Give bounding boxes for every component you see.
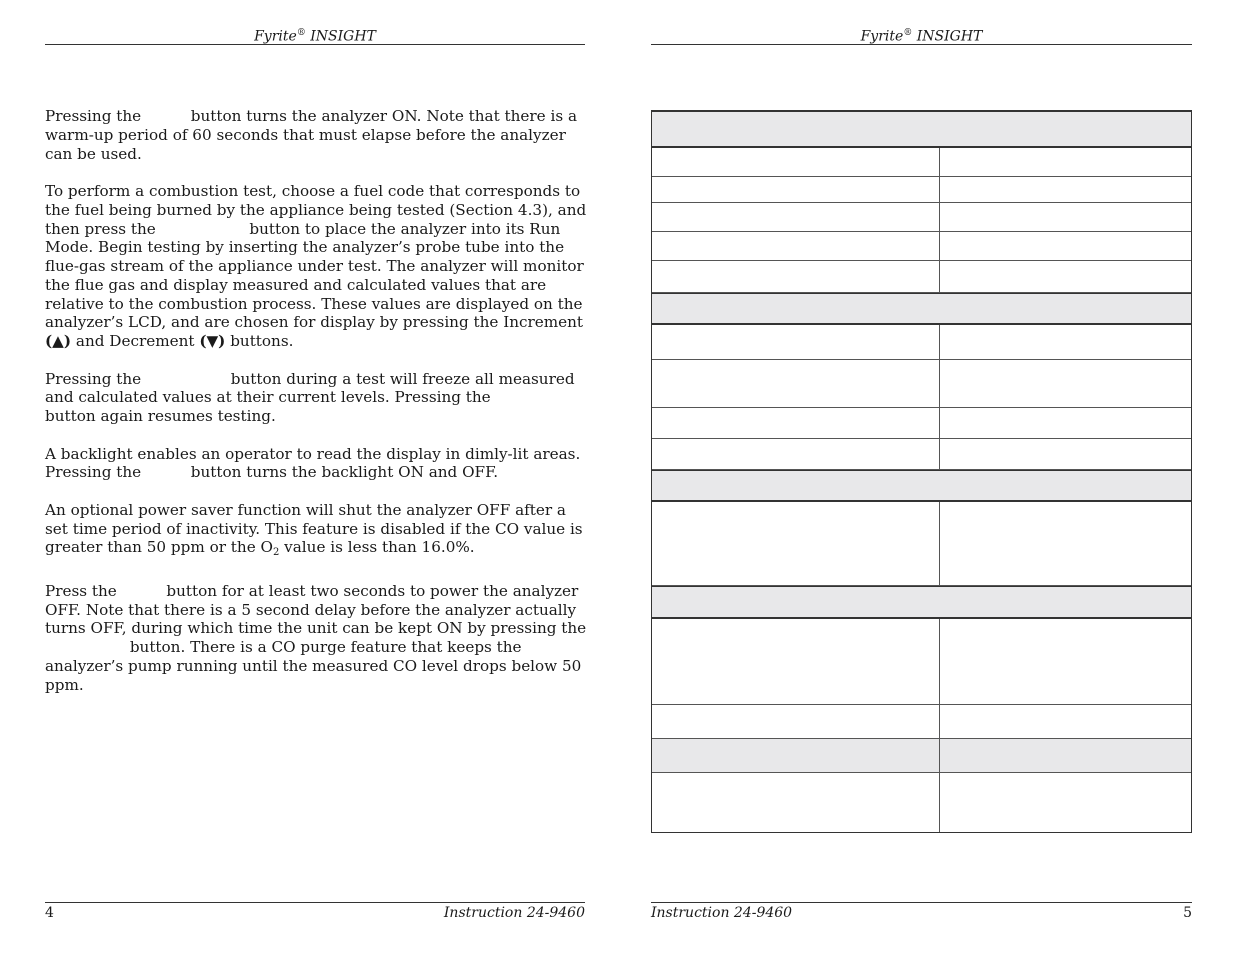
header-reg-mark: ® xyxy=(296,28,306,38)
table-row xyxy=(652,325,1191,360)
right-page xyxy=(651,0,1192,954)
header-reg-mark: ® xyxy=(903,28,913,38)
instruction-number: Instruction 24-9460 xyxy=(651,905,793,921)
table-row xyxy=(652,261,1191,293)
table-row xyxy=(652,705,1191,739)
header-brand: Fyrite xyxy=(860,28,904,45)
table-row xyxy=(652,502,1191,586)
table-row xyxy=(652,773,1191,832)
header-brand: Fyrite xyxy=(254,28,297,45)
paragraph-combustion-test: To perform a combustion test, choose a fuel code that corresponds to the fuel being burned by the appliance being tested (Section 4.3), and then press the button to place the analyzer into its Run Mode. Begin testing by inserting the analyzer’s probe tube into the flue-gas stream of the appliance under test. The analyzer will monitor the flue gas and display measured and calculated values that are relative to the combustion process. These values are displayed on the analyzer’s LCD, and are chosen for display by pressing the Increment (▲) and Decrement (▼) buttons. xyxy=(45,182,587,350)
header-product: INSIGHT xyxy=(305,28,376,45)
specification-table xyxy=(651,110,1192,833)
running-header xyxy=(651,24,1192,46)
paragraph-power-off: Press the button for at least two seconds to power the analyzer OFF. Note that there is a 5 second delay before the analyzer actually turns OFF, during which time the unit can be kept ON by pressing the button. There is a CO purge feature that keeps the analyzer’s pump running until the measured CO level drops below 50 ppm. xyxy=(45,581,587,694)
increment-symbol: (▲) xyxy=(45,332,72,350)
page-number: 4 xyxy=(45,905,54,921)
table-row xyxy=(652,439,1191,470)
instruction-number: Instruction 24-9460 xyxy=(443,905,585,921)
paragraph-power-on: Pressing the button turns the analyzer ON. Note that there is a warm-up period of 60 seconds that must elapse before the analyzer can be used. xyxy=(45,107,578,163)
table-section-header xyxy=(652,293,1191,325)
table-section-header xyxy=(652,470,1191,502)
header-product: INSIGHT xyxy=(912,28,983,45)
o2-subscript: 2 xyxy=(272,547,280,559)
table-row xyxy=(652,619,1191,705)
table-section-header xyxy=(652,111,1191,148)
table-row xyxy=(652,148,1191,177)
body-text xyxy=(45,107,590,713)
table-row xyxy=(652,232,1191,261)
header-rule xyxy=(651,44,1192,45)
table-row xyxy=(652,203,1191,232)
table-row xyxy=(652,360,1191,408)
table-row xyxy=(652,408,1191,439)
decrement-symbol: (▼) xyxy=(199,332,226,350)
footer-rule xyxy=(45,902,585,903)
header-rule xyxy=(45,44,585,45)
table-row xyxy=(652,177,1191,203)
table-row-shaded xyxy=(652,739,1191,773)
running-header xyxy=(45,24,585,46)
page-number: 5 xyxy=(1183,905,1192,921)
left-page xyxy=(45,0,585,954)
paragraph-power-saver: An optional power saver function will shut the analyzer OFF after a set time period of inactivity. This feature is disabled if the CO value is greater than 50 ppm or the $O_2$ value is less than 16.0%. xyxy=(45,500,583,559)
paragraph-hold: Pressing the button during a test will freeze all measured and calculated values at their current levels. Pressing the button again resumes testing. xyxy=(45,369,575,425)
footer-rule xyxy=(651,902,1192,903)
paragraph-backlight: A backlight enables an operator to read the display in dimly-lit areas. Pressing the button turns the backlight ON and OFF. xyxy=(45,444,581,482)
table-section-header xyxy=(652,586,1191,619)
